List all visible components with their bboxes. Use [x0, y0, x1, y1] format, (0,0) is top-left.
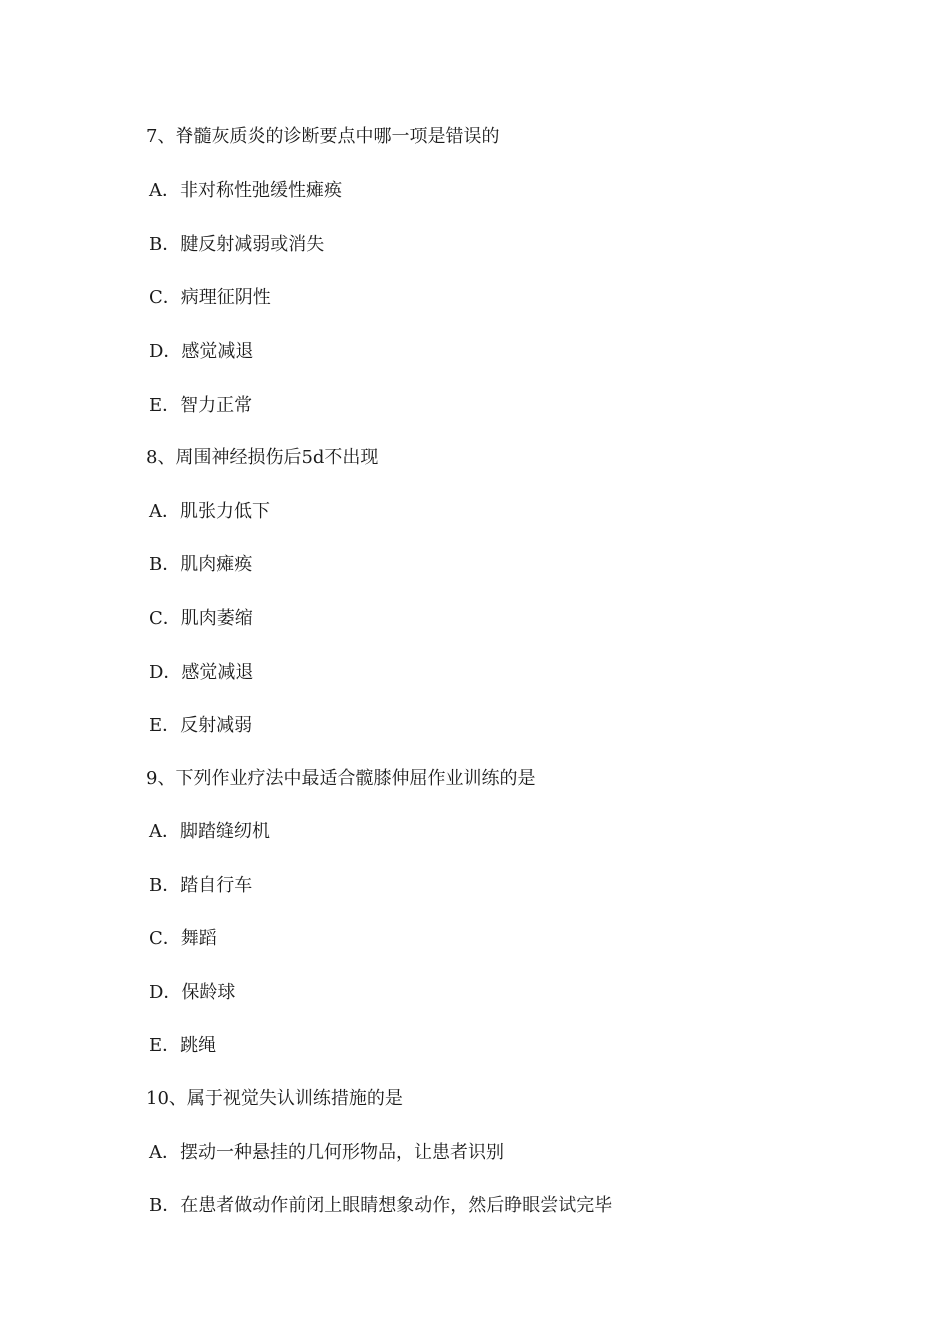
question-7-option-c: C．病理征阴性	[149, 287, 271, 308]
question-9-option-a: A．脚踏缝纫机	[149, 821, 270, 842]
question-8-option-d: D．感觉减退	[149, 662, 254, 683]
question-8-option-c: C．肌肉萎缩	[149, 608, 253, 629]
question-8-option-e: E．反射减弱	[149, 715, 253, 736]
question-9-option-c: C．舞蹈	[149, 928, 217, 949]
question-7-option-d: D．感觉减退	[149, 341, 254, 362]
question-9-option-d: D．保龄球	[149, 982, 236, 1003]
question-7-option-b: B．腱反射减弱或消失	[149, 234, 325, 255]
question-9-option-b: B．踏自行车	[149, 875, 253, 896]
question-7-stem: 7、脊髓灰质炎的诊断要点中哪一项是错误的	[146, 126, 500, 147]
question-8-stem: 8、周围神经损伤后5d不出现	[146, 447, 379, 468]
question-7-option-a: A．非对称性弛缓性瘫痪	[149, 180, 342, 201]
question-8-option-a: A．肌张力低下	[149, 501, 270, 522]
question-10-option-b: B．在患者做动作前闭上眼睛想象动作，然后睁眼尝试完毕	[149, 1195, 613, 1216]
question-7-option-e: E．智力正常	[149, 395, 253, 416]
question-8-option-b: B．肌肉瘫痪	[149, 554, 253, 575]
question-9-option-e: E．跳绳	[149, 1035, 217, 1056]
question-10-option-a: A．摆动一种悬挂的几何形物品，让患者识别	[149, 1142, 504, 1163]
question-9-stem: 9、下列作业疗法中最适合髋膝伸屈作业训练的是	[146, 768, 536, 789]
question-10-stem: 10、属于视觉失认训练措施的是	[146, 1088, 403, 1109]
